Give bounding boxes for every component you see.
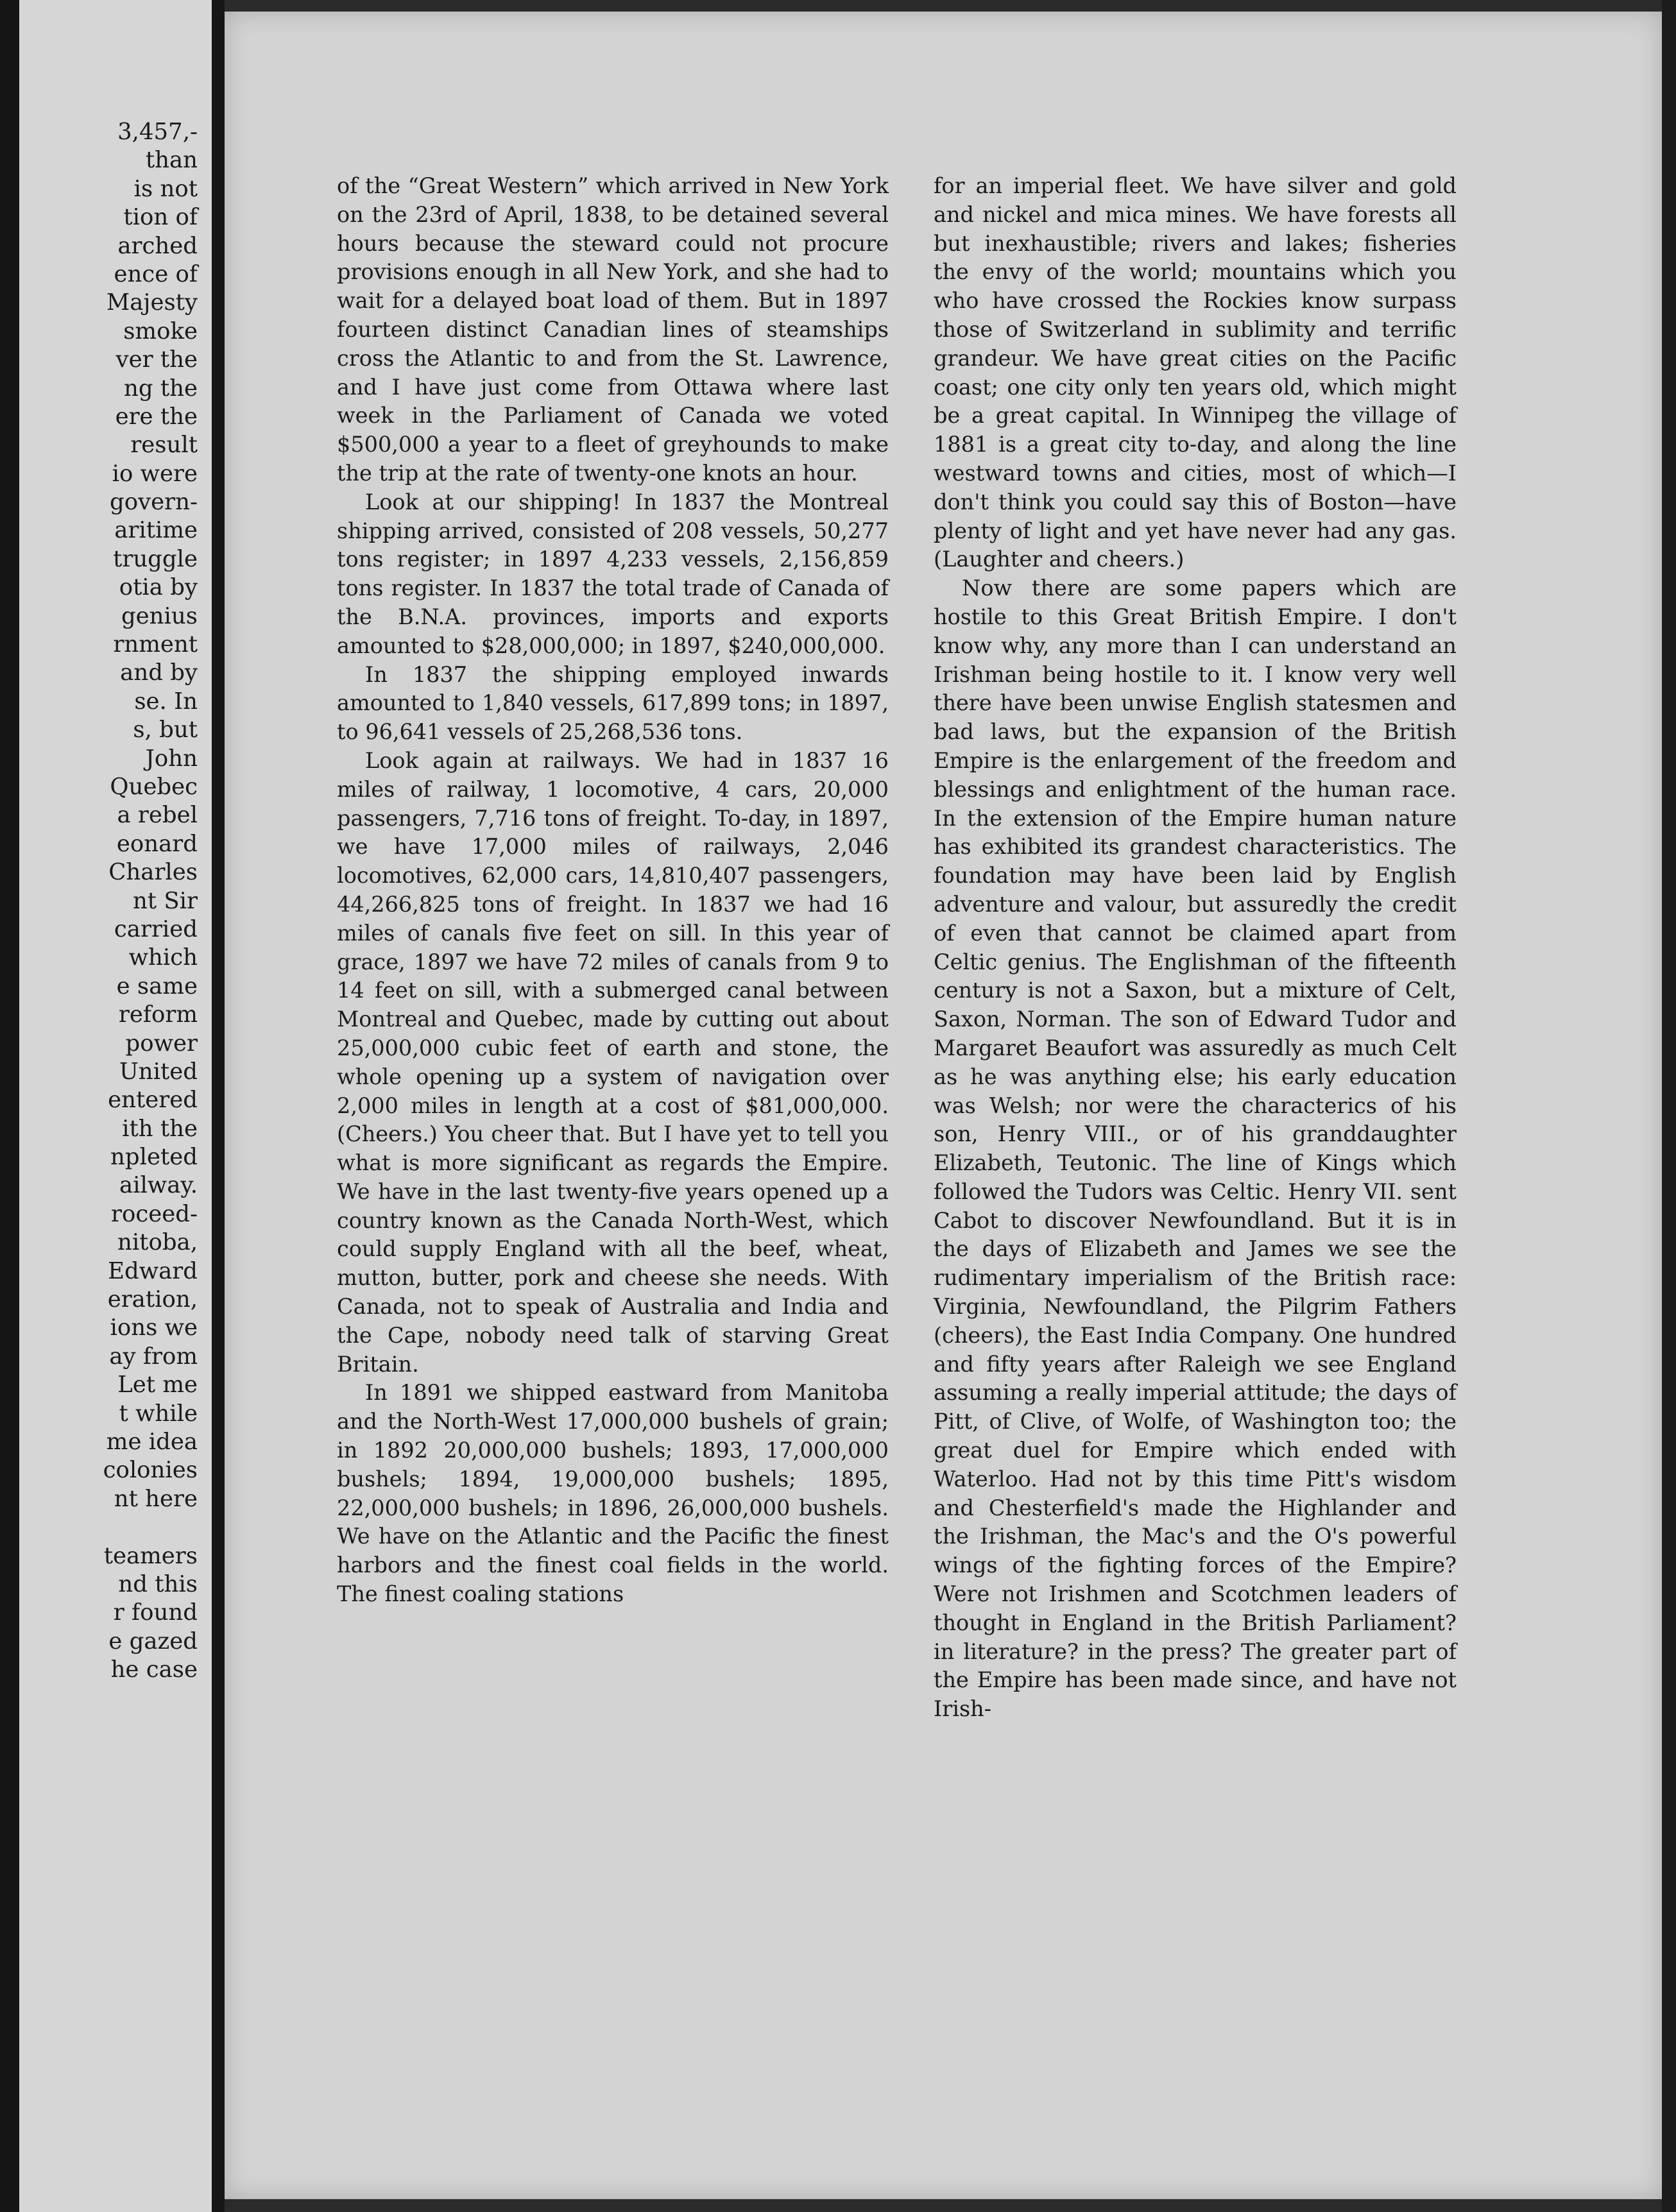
fragment-line: me idea: [106, 1428, 198, 1455]
fragment-line: e gazed: [108, 1628, 198, 1655]
fragment-line: United: [119, 1058, 198, 1085]
fragment-line: r found: [113, 1599, 198, 1626]
page-edge-shadow: [1662, 0, 1676, 2212]
fragment-line: entered: [108, 1087, 198, 1114]
article-column-left: [337, 172, 889, 1609]
fragment-line: nt here: [114, 1485, 198, 1512]
fragment-line: se. In: [134, 688, 198, 715]
page-edge-shadow: [0, 0, 19, 2212]
fragment-line: ere the: [115, 403, 198, 430]
fragment-line: npleted: [110, 1144, 198, 1171]
fragment-line: [103, 1513, 198, 1542]
paragraph: of the “Great Western” which arrived in New York on the 23rd of April, 1838, to be detained several hours because the steward could not procure provisions enough in all New York, and she had to wait for a delayed boat load of them. But in 1897 fourteen distinct Canadian lines of steamships cross the Atlantic to and from the St. Lawrence, and I have just come from Ottawa where last week in the Parliament of Canada we voted $500,000 a year to a fleet of greyhounds to make the trip at the rate of twenty-one knots an hour.: [337, 173, 889, 486]
fragment-line: truggle: [113, 545, 198, 572]
fragment-line: ay from: [109, 1343, 198, 1370]
article-column-right: [934, 172, 1457, 1724]
fragment-line: result: [130, 432, 198, 459]
paragraph: Look again at railways. We had in 1837 16 miles of railway, 1 locomotive, 4 cars, 20,000 passengers, 7,716 tons of freight. To-day, in 1897, we have 17,000 miles of railways, 2,046 locomotives, 62,000 cars, 14,810,407 passengers, 44,266,825 tons of freight. In 1837 we had 16 miles of canals five feet on sill. In this year of grace, 1897 we have 72 miles of canals from 9 to 14 feet on sill, with a submerged canal between Montreal and Quebec, made by cutting out about 25,000,000 cubic feet of earth and stone, the whole opening up a system of navigation over 2,000 miles in length at a cost of $81,000,000. (Cheers.) You cheer that. But I have yet to tell you what is more significant as regards the Empire. We have in the last twenty-five years opened up a country known as the Canada North-West, which could supply England with all the beef, wheat, mutton, butter, pork and cheese she needs. With Canada, not to speak of Australia and India and the Cape, nobody need talk of starving Great Britain.: [337, 747, 889, 1377]
fragment-line: govern-: [110, 489, 198, 516]
fragment-line: ions we: [110, 1314, 198, 1341]
fragment-line: is not: [133, 175, 198, 202]
fragment-line: ence of: [114, 260, 198, 287]
paragraph: Now there are some papers which are hostile to this Great British Empire. I don't know why, any more than I can understand an Irishman being hostile to it. I know very well there have been unwise English statesmen and bad laws, but the expansion of the British Empire is the enlargement of the freedom and blessings and enlightment of the human race. In the extension of the Empire human nature has exhibited its grandest characteristics. The foundation may have been laid by English adventure and valour, but assuredly the credit of even that cannot be claimed apart from Celtic genius. The Englishman of the fifteenth century is not a Saxon, but a mixture of Celt, Saxon, Norman. The son of Edward Tudor and Margaret Beaufort was assuredly as much Celt as he was anything else; his early education was Welsh; nor were the characterics of his son, Henry VIII., or of his granddaughter Elizabeth, Teutonic. The line of Kings which followed the Tudors was Celtic. Henry VII. sent Cabot to discover Newfoundland. But it is in the days of Elizabeth and James we see the rudimentary imperialism of the British race: Virginia, Newfoundland, the Pilgrim Fathers (cheers), the East India Company. One hundred and fifty years after Raleigh we see England assuming a really imperial attitude; the days of Pitt, of Clive, of Wolfe, of Washington too; the great duel for Empire which ended with Waterloo. Had not by this time Pitt's wisdom and Chesterfield's made the Highlander and the Irishman, the Mac's and the O's powerful wings of the fighting forces of the Empire? Were not Irishmen and Scotchmen leaders of thought in England in the British Parliament? in literature? in the press? The greater part of the Empire has been made since, and have not Irish-: [934, 575, 1457, 1722]
fragment-line: teamers: [103, 1542, 198, 1569]
fragment-line: carried: [114, 915, 198, 942]
fragment-line: io were: [112, 460, 198, 487]
fragment-line: Edward: [108, 1257, 198, 1284]
binding-gutter: [212, 0, 225, 2212]
fragment-line: otia by: [119, 574, 198, 601]
fragment-line: ith the: [122, 1115, 198, 1142]
fragment-line: tion of: [123, 204, 198, 231]
fragment-line: 3,457,-: [117, 119, 198, 145]
paragraph: In 1891 we shipped eastward from Manitoba and the North-West 17,000,000 bushels of grain; in 1892 20,000,000 bushels; 1893, 17,000,000 bushels; 1894, 19,000,000 bushels; 1895, 22,000,000 bushels; in 1896, 26,000,000 bushels. We have on the Atlantic and the Pacific the finest harbors and the finest coal fields in the world. The finest coaling stations: [337, 1380, 889, 1607]
fragment-line: Charles: [108, 859, 198, 886]
fragment-line: and by: [120, 659, 198, 686]
fragment-line: than: [145, 147, 198, 174]
fragment-line: nitoba,: [117, 1229, 198, 1256]
fragment-line: Majesty: [106, 289, 198, 316]
fragment-line: eonard: [116, 830, 198, 857]
fragment-line: genius: [121, 602, 198, 629]
fragment-line: aritime: [114, 517, 198, 544]
fragment-line: nt Sir: [132, 887, 198, 914]
fragment-line: nd this: [118, 1570, 198, 1597]
fragment-line: rnment: [113, 631, 198, 658]
fragment-line: smoke: [123, 318, 198, 345]
paragraph: In 1837 the shipping employed inwards amounted to 1,840 vessels, 617,899 tons; in 1897, to 96,641 vessels of 25,268,536 tons.: [337, 661, 889, 745]
fragment-line: power: [125, 1030, 198, 1057]
fragment-line: ver the: [115, 346, 198, 373]
fragment-line: t while: [119, 1400, 198, 1427]
paragraph: Look at our shipping! In 1837 the Montreal shipping arrived, consisted of 208 vessels, 50,277 tons register; in 1897 4,233 vessels, 2,156,859 tons register. In 1837 the total trade of Canada of the B.N.A. provinces, imports and exports amounted to $28,000,000; in 1897, $240,000,000.: [337, 489, 889, 658]
paragraph: for an imperial fleet. We have silver and gold and nickel and mica mines. We have forests all but inexhaustible; rivers and lakes; fisheries the envy of the world; mountains which you who have crossed the Rockies know surpass those of Switzerland in sublimity and terrific grandeur. We have great cities on the Pacific coast; one city only ten years old, which might be a great capital. In Winnipeg the village of 1881 is a great city to-day, and along the line westward towns and cities, most of which—I don't think you could say this of Boston—have plenty of light and yet have never had any gas. (Laughter and cheers.): [934, 173, 1457, 572]
fragment-line: reform: [118, 1001, 198, 1028]
fragment-line: Let me: [117, 1372, 198, 1399]
fragment-line: roceed-: [111, 1200, 198, 1227]
fragment-line: a rebel: [117, 802, 198, 829]
fragment-line: he case: [110, 1656, 198, 1683]
adjacent-page-text: [103, 118, 198, 1684]
fragment-line: e same: [116, 973, 198, 1000]
fragment-line: which: [128, 944, 198, 971]
fragment-line: John: [145, 745, 198, 772]
fragment-line: arched: [117, 232, 198, 259]
fragment-line: ailway.: [119, 1172, 198, 1199]
adjacent-page-fragment: [0, 0, 212, 2212]
fragment-line: ng the: [123, 375, 198, 402]
fragment-line: colonies: [103, 1457, 198, 1484]
fragment-line: s, but: [133, 717, 198, 744]
fragment-line: eration,: [107, 1286, 198, 1313]
fragment-line: Quebec: [110, 773, 198, 800]
